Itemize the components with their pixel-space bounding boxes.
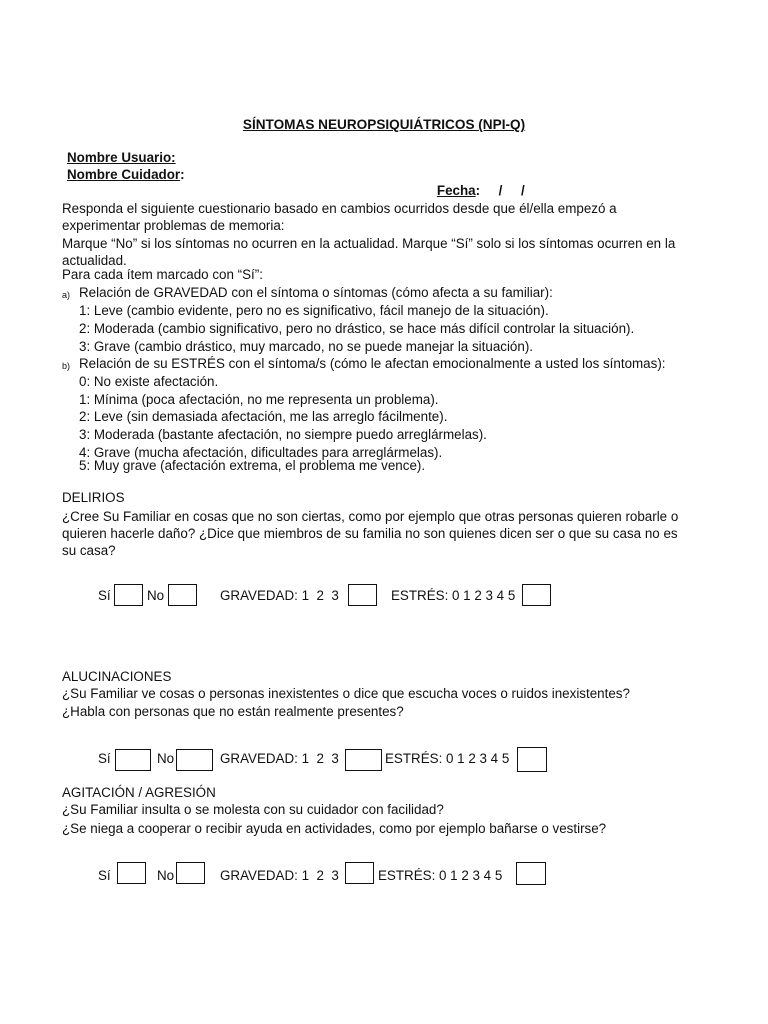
- estres-item: 1: Mínima (poca afectación, no me representa un problema).: [79, 392, 439, 407]
- question-line: ¿Habla con personas que no están realmente presentes?: [62, 704, 404, 719]
- section-heading-delirios: DELIRIOS: [62, 490, 125, 505]
- estres-item: 5: Muy grave (afectación extrema, el problema me vence).: [79, 458, 426, 473]
- gravedad-label: GRAVEDAD: 1 2 3: [220, 588, 339, 603]
- estres-item: 2: Leve (sin demasiada afectación, me las arreglo fácilmente).: [79, 409, 448, 424]
- no-label: No: [147, 588, 165, 603]
- question-line: quieren hacerle daño? ¿Dice que miembros de su familia no son quienes dicen ser o que su casa no es: [62, 526, 678, 541]
- usuario-colon: :: [171, 150, 176, 165]
- gravedad-item: 3: Grave (cambio drástico, muy marcado, no se puede manejar la situación).: [79, 339, 534, 354]
- no-checkbox[interactable]: [176, 862, 205, 884]
- question-line: ¿Su Familiar insulta o se molesta con su cuidador con facilidad?: [62, 802, 444, 817]
- gravedad-instruction: Relación de GRAVEDAD con el síntoma o síntomas (cómo afecta a su familiar):: [79, 285, 553, 300]
- cuidador-label: Nombre Cuidador: [67, 167, 181, 182]
- estres-box[interactable]: [522, 584, 551, 606]
- list-marker-a: a): [62, 290, 71, 300]
- usuario-label: Nombre Usuario: [67, 150, 172, 165]
- estres-label: ESTRÉS: 0 1 2 3 4 5: [378, 868, 503, 883]
- page-title: SÍNTOMAS NEUROPSIQUIÁTRICOS (NPI-Q): [242, 117, 526, 132]
- estres-box[interactable]: [517, 747, 547, 772]
- gravedad-label: GRAVEDAD: 1 2 3: [220, 868, 339, 883]
- si-checkbox[interactable]: [115, 749, 151, 771]
- gravedad-box[interactable]: [345, 862, 374, 884]
- intro-line: Responda el siguiente cuestionario basado en cambios ocurridos desde que él/ella empezó a: [62, 201, 617, 216]
- estres-instruction: Relación de su ESTRÉS con el síntoma/s (cómo le afectan emocionalmente a usted los síntomas):: [79, 356, 666, 371]
- fecha-label: Fecha: [436, 183, 476, 198]
- no-checkbox[interactable]: [168, 584, 197, 606]
- gravedad-label: GRAVEDAD: 1 2 3: [220, 751, 339, 766]
- estres-item: 3: Moderada (bastante afectación, no siempre puedo arreglármelas).: [79, 427, 487, 442]
- estres-label: ESTRÉS: 0 1 2 3 4 5: [385, 751, 510, 766]
- gravedad-item: 2: Moderada (cambio significativo, pero no drástico, se hace más difícil controlar la situación).: [79, 321, 635, 336]
- si-checkbox[interactable]: [114, 584, 143, 606]
- section-heading-agitacion: AGITACIÓN / AGRESIÓN: [62, 785, 216, 800]
- intro-line: Para cada ítem marcado con “Sí”:: [62, 267, 263, 282]
- question-line: ¿Se niega a cooperar o recibir ayuda en actividades, como por ejemplo bañarse o vestirse?: [62, 821, 607, 836]
- list-marker-b: b): [62, 361, 71, 371]
- question-line: su casa?: [62, 543, 116, 558]
- question-line: ¿Su Familiar ve cosas o personas inexistentes o dice que escucha voces o ruidos inexistentes?: [62, 686, 630, 701]
- intro-line: experimentar problemas de memoria:: [62, 218, 285, 233]
- estres-label: ESTRÉS: 0 1 2 3 4 5: [391, 588, 516, 603]
- si-label: Sí: [98, 751, 111, 766]
- section-heading-alucinaciones: ALUCINACIONES: [62, 669, 172, 684]
- fecha-value: : / /: [475, 183, 525, 198]
- estres-item: 4: Grave (mucha afectación, dificultades para arreglármelas).: [79, 445, 443, 460]
- no-label: No: [157, 751, 175, 766]
- si-label: Sí: [98, 588, 111, 603]
- no-label: No: [157, 868, 175, 883]
- intro-line: actualidad.: [62, 253, 127, 268]
- cuidador-colon: :: [180, 167, 185, 182]
- si-label: Sí: [98, 868, 111, 883]
- intro-line: Marque “No” si los síntomas no ocurren en la actualidad. Marque “Sí” solo si los síntomas ocurren en la: [62, 236, 676, 251]
- gravedad-box[interactable]: [345, 749, 382, 771]
- gravedad-item: 1: Leve (cambio evidente, pero no es significativo, fácil manejo de la situación).: [79, 303, 549, 318]
- si-checkbox[interactable]: [117, 862, 146, 884]
- no-checkbox[interactable]: [176, 749, 213, 771]
- usuario-field: [67, 150, 176, 166]
- cuidador-field: [67, 167, 185, 183]
- gravedad-box[interactable]: [348, 584, 377, 606]
- question-line: ¿Cree Su Familiar en cosas que no son ciertas, como por ejemplo que otras personas quieren robarle o: [62, 509, 679, 524]
- estres-item: 0: No existe afectación.: [79, 374, 219, 389]
- estres-box[interactable]: [516, 862, 546, 885]
